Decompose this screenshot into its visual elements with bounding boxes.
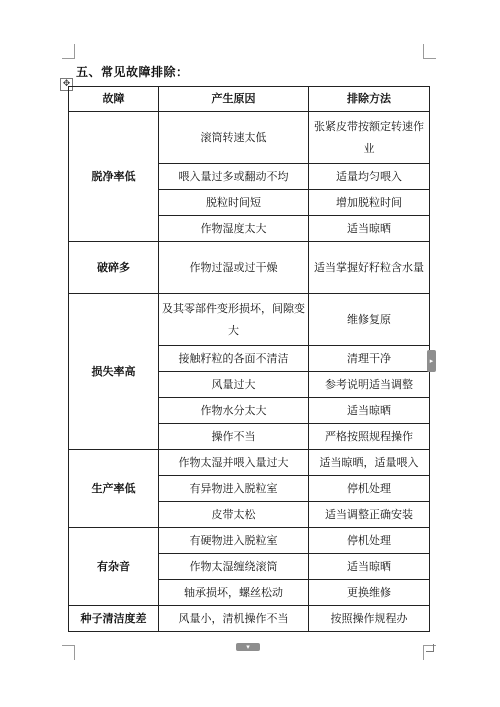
cause-cell: 作物过湿或过干燥 xyxy=(159,242,309,294)
cause-cell: 作物水分太大 xyxy=(159,398,309,424)
cause-cell: 风量过大 xyxy=(159,372,309,398)
fix-cell: 增加脱粒时间 xyxy=(309,190,430,216)
fix-cell: 维修复原 xyxy=(309,294,430,346)
fix-cell: 停机处理 xyxy=(309,528,430,554)
table-row xyxy=(69,294,430,346)
cause-cell: 接触籽粒的各面不清洁 xyxy=(159,346,309,372)
cause-cell: 滚筒转速太低 xyxy=(159,112,309,164)
crop-mark-top-right xyxy=(423,44,436,59)
fault-cell: 破碎多 xyxy=(69,242,159,294)
fault-table xyxy=(68,86,430,632)
fault-cell: 有杂音 xyxy=(69,528,159,606)
section-heading: 五、常见故障排除： xyxy=(76,65,189,79)
cause-cell: 脱粒时间短 xyxy=(159,190,309,216)
fault-cell: 种子清洁度差 xyxy=(69,606,159,632)
cause-cell: 轴承损坏，螺丝松动 xyxy=(159,580,309,606)
fix-cell: 适量均匀喂入 xyxy=(309,164,430,190)
fault-cell: 脱净率低 xyxy=(69,112,159,242)
table-row xyxy=(69,450,430,476)
crop-mark-bottom-left xyxy=(62,645,75,660)
fix-cell: 适当调整正确安装 xyxy=(309,502,430,528)
table-row xyxy=(69,242,430,294)
chevron-down-icon[interactable]: ▾ xyxy=(236,643,260,651)
move-cross-icon[interactable]: ✥ xyxy=(60,78,73,91)
table-row xyxy=(69,112,430,164)
fix-cell: 适当晾晒 xyxy=(309,398,430,424)
cause-cell: 作物湿度太大 xyxy=(159,216,309,242)
fix-cell: 适当晾晒 xyxy=(309,554,430,580)
resize-handle-icon[interactable] xyxy=(426,644,434,652)
fix-cell: 适当晾晒，适量喂入 xyxy=(309,450,430,476)
cause-cell: 操作不当 xyxy=(159,424,309,450)
cause-cell: 有异物进入脱粒室 xyxy=(159,476,309,502)
crop-mark-top-left xyxy=(62,44,75,59)
chevron-right-icon[interactable]: ▸ xyxy=(427,350,436,372)
cause-cell: 作物太湿缠绕滚筒 xyxy=(159,554,309,580)
fault-cell: 生产率低 xyxy=(69,450,159,528)
fix-cell: 适当掌握好籽粒含水量 xyxy=(309,242,430,294)
cause-cell: 风量小，清机操作不当 xyxy=(159,606,309,632)
table-row xyxy=(69,606,430,632)
fix-cell: 张紧皮带按额定转速作业 xyxy=(309,112,430,164)
table-row xyxy=(69,528,430,554)
cause-cell: 有硬物进入脱粒室 xyxy=(159,528,309,554)
table-header-row xyxy=(69,87,430,112)
fix-cell: 更换维修 xyxy=(309,580,430,606)
fix-cell: 按照操作规程办 xyxy=(309,606,430,632)
fault-cell: 损失率高 xyxy=(69,294,159,450)
fix-cell: 参考说明适当调整 xyxy=(309,372,430,398)
fix-cell: 严格按照规程操作 xyxy=(309,424,430,450)
header-cause: 产生原因 xyxy=(159,87,309,112)
fix-cell: 适当晾晒 xyxy=(309,216,430,242)
fix-cell: 停机处理 xyxy=(309,476,430,502)
header-fix: 排除方法 xyxy=(309,87,430,112)
cause-cell: 及其零部件变形损坏，间隙变大 xyxy=(159,294,309,346)
table-body xyxy=(69,112,430,632)
cause-cell: 作物太湿并喂入量过大 xyxy=(159,450,309,476)
fix-cell: 清理干净 xyxy=(309,346,430,372)
header-fault: 故障 xyxy=(69,87,159,112)
cause-cell: 皮带太松 xyxy=(159,502,309,528)
cause-cell: 喂入量过多或翻动不均 xyxy=(159,164,309,190)
